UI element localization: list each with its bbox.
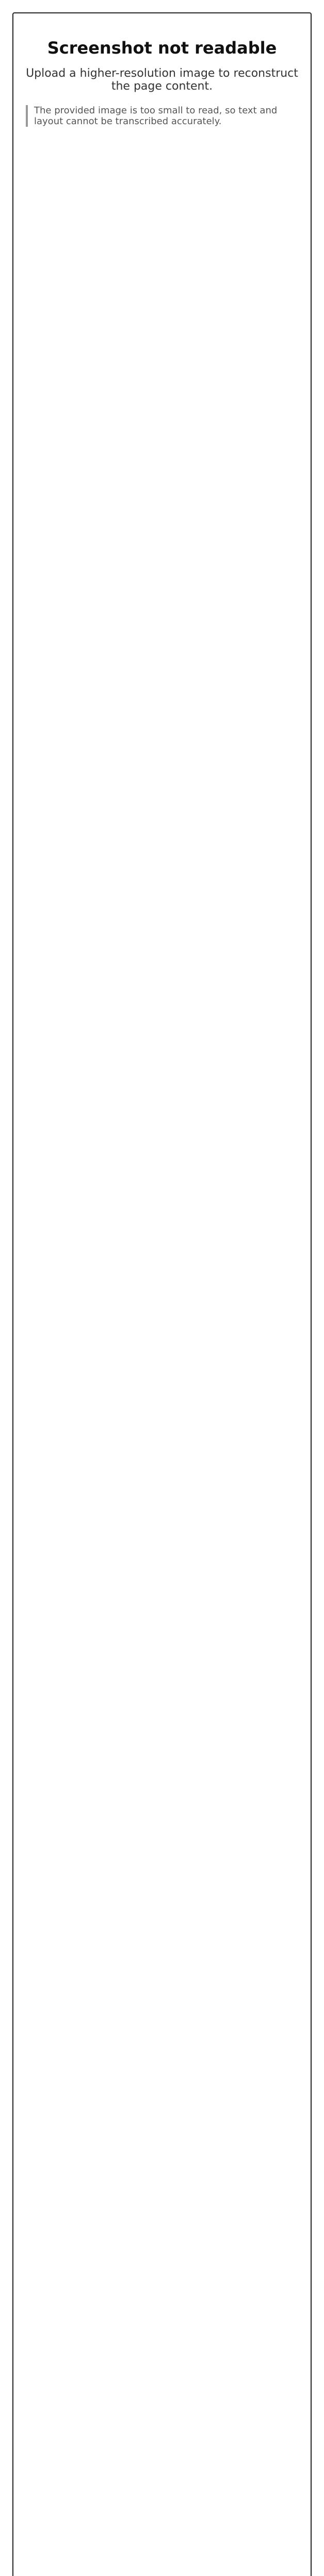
resolution-note: The provided image is too small to read, so text and layout cannot be transcribed accurately. xyxy=(26,105,298,127)
page-title: Screenshot not readable xyxy=(47,38,277,58)
page-subtitle: Upload a higher-resolution image to reconstruct the page content. xyxy=(26,67,298,93)
content-card xyxy=(12,12,312,2576)
